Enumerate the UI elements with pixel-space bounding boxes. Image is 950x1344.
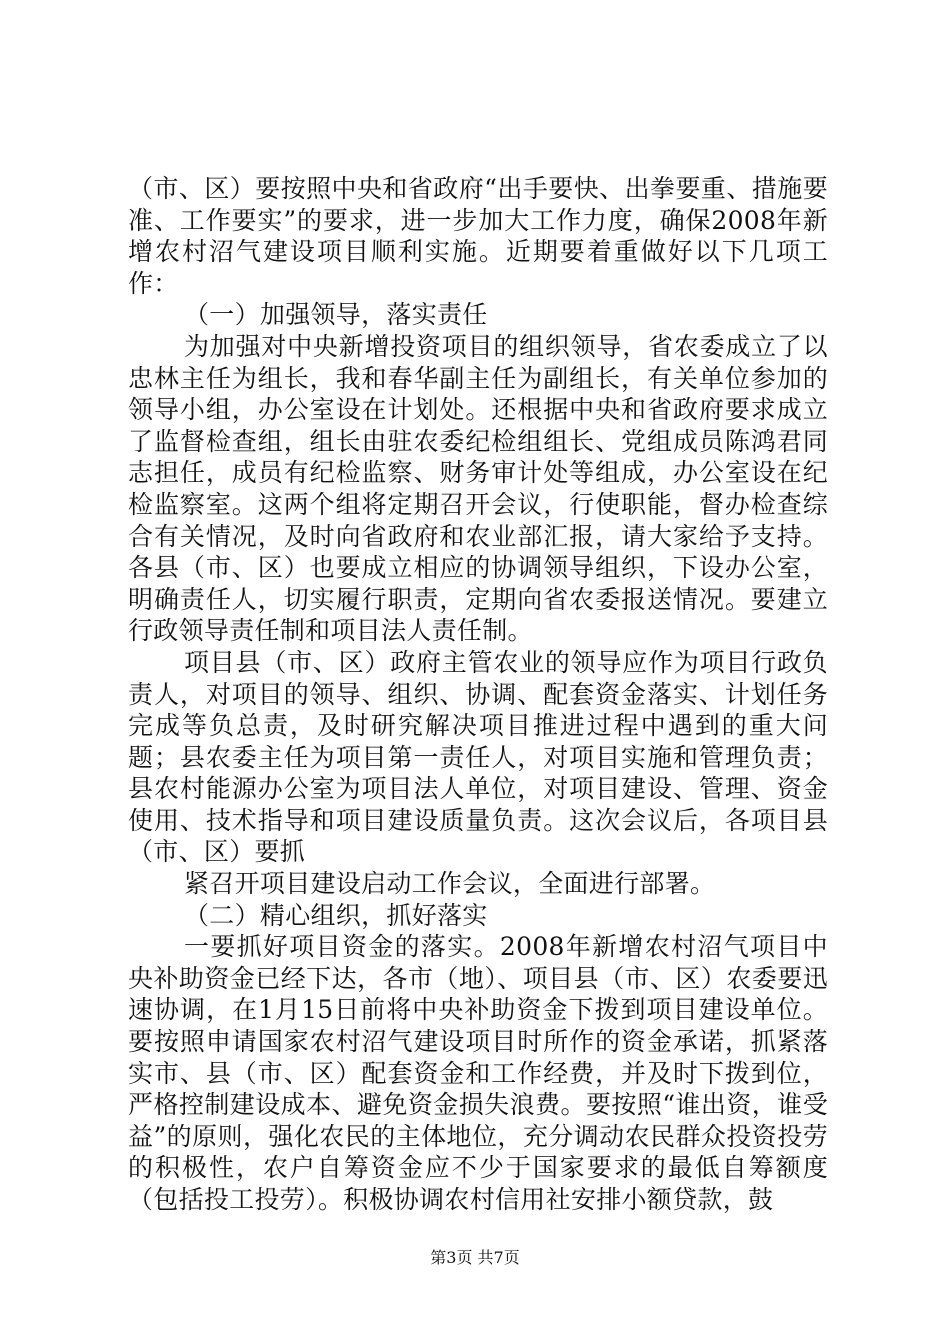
paragraph-3: 项目县（市、区）政府主管农业的领导应作为项目行政负责人，对项目的领导、组织、协调、配套资金落实、计划任务完成等负总责，及时研究解决项目推进过程中遇到的重大问题；县农委主任为项目第一责任人，对项目实施和管理负责；县农村能源办公室为项目法人单位，对项目建设、管理、资金使用、技术指导和项目建设质量负责。这次会议后，各项目县（市、区）要抓 (128, 647, 828, 867)
paragraph-5: 一要抓好项目资金的落实。2008年新增农村沼气项目中央补助资金已经下达，各市（地）、项目县（市、区）农委要迅速协调，在1月15日前将中央补助资金下拨到项目建设单位。要按照申请国家农村沼气建设项目时所作的资金承诺，抓紧落实市、县（市、区）配套资金和工作经费，并及时下拨到位，严格控制建设成本、避免资金损失浪费。要按照“谁出资，谁受益”的原则，强化农民的主体地位，充分调动农民群众投资投劳的积极性，农户自筹资金应不少于国家要求的最低自筹额度（包括投工投劳）。积极协调农村信用社安排小额贷款，鼓 (128, 932, 828, 1214)
paragraph-4: 紧召开项目建设启动工作会议，全面进行部署。 (184, 869, 716, 899)
section-heading-1: （一）加强领导，落实责任 (184, 300, 488, 330)
page-number-footer: 第3页 共7页 (430, 1248, 520, 1267)
paragraph-1: （市、区）要按照中央和省政府“出手要快、出拳要重、措施要准、工作要实”的要求，进一步加大工作力度，确保2008年新增农村沼气建设项目顺利实施。近期要着重做好以下几项工作： (128, 174, 828, 298)
paragraph-2: 为加强对中央新增投资项目的组织领导，省农委成立了以忠林主任为组长，我和春华副主任为副组长，有关单位参加的领导小组，办公室设在计划处。还根据中央和省政府要求成立了监督检查组，组长由驻农委纪检组组长、党组成员陈鸿君同志担任，成员有纪检监察、财务审计处等组成，办公室设在纪检监察室。这两个组将定期召开会议，行使职能，督办检查综合有关情况，及时向省政府和农业部汇报，请大家给予支持。各县（市、区）也要成立相应的协调领导组织，下设办公室，明确责任人，切实履行职责，定期向省农委报送情况。要建立行政领导责任制和项目法人责任制。 (128, 331, 828, 646)
section-heading-2: （二）精心组织，抓好落实 (184, 900, 488, 930)
document-body (128, 173, 828, 1216)
